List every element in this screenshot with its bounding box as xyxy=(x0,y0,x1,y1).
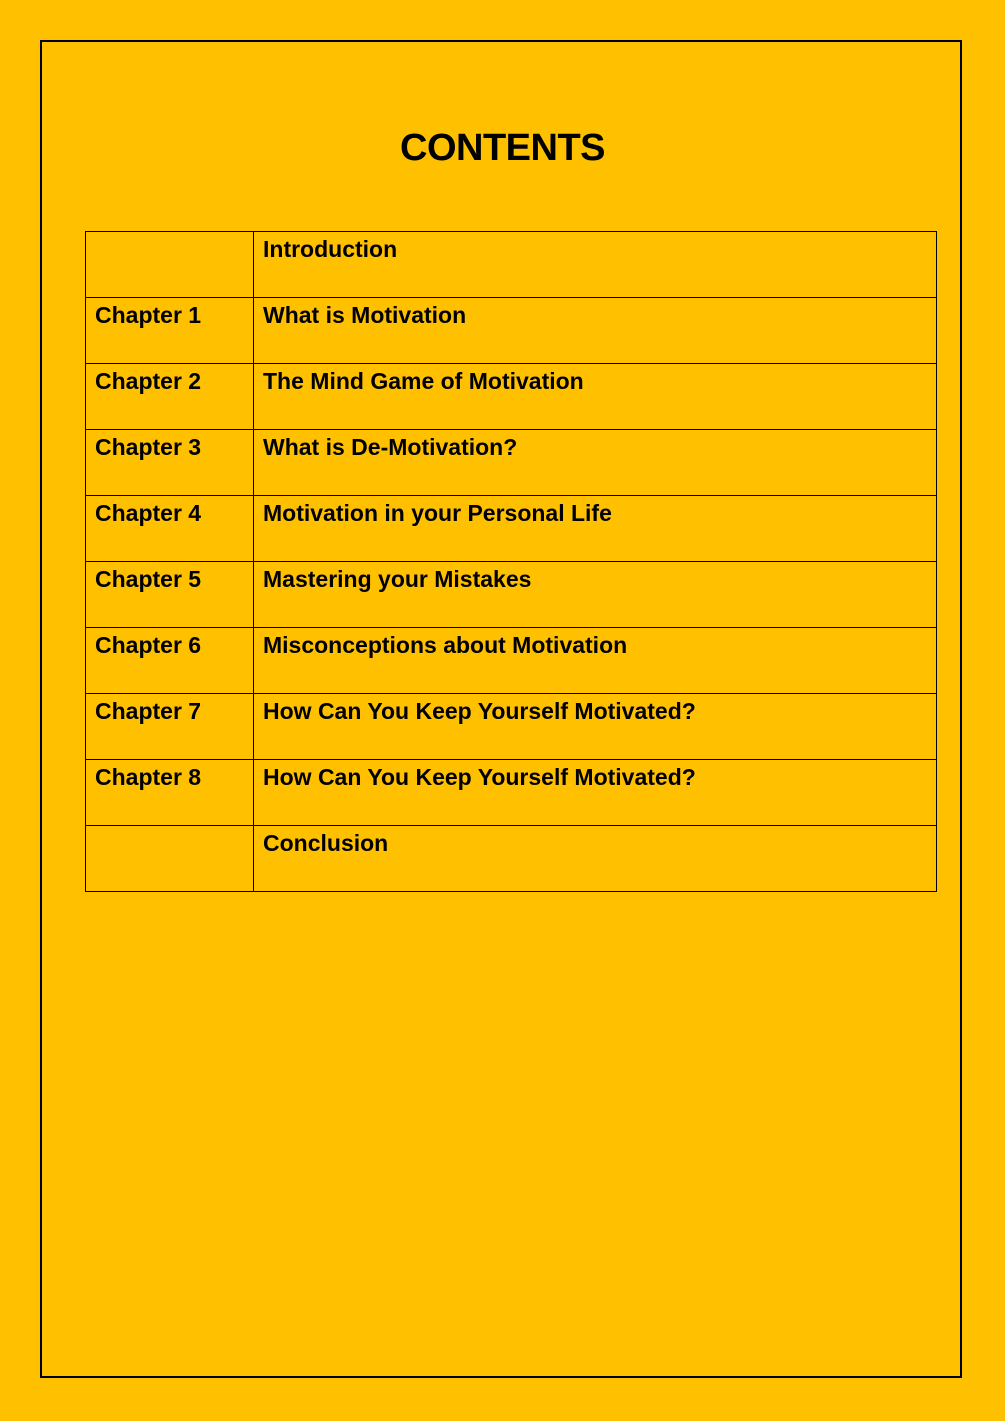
toc-chapter-title: How Can You Keep Yourself Motivated? xyxy=(254,694,937,760)
toc-chapter-title: Introduction xyxy=(254,232,937,298)
toc-chapter-title: How Can You Keep Yourself Motivated? xyxy=(254,760,937,826)
toc-row-chapter-5 xyxy=(86,562,937,628)
toc-chapter-label xyxy=(86,232,254,298)
toc-row-chapter-7 xyxy=(86,694,937,760)
toc-row-chapter-8 xyxy=(86,760,937,826)
toc-row-introduction xyxy=(86,232,937,298)
toc-row-chapter-3 xyxy=(86,430,937,496)
toc-chapter-label: Chapter 4 xyxy=(86,496,254,562)
contents-table xyxy=(85,231,937,892)
toc-chapter-label: Chapter 8 xyxy=(86,760,254,826)
toc-chapter-title: Conclusion xyxy=(254,826,937,892)
toc-chapter-title: The Mind Game of Motivation xyxy=(254,364,937,430)
toc-chapter-title: What is Motivation xyxy=(254,298,937,364)
toc-chapter-label: Chapter 5 xyxy=(86,562,254,628)
toc-row-chapter-1 xyxy=(86,298,937,364)
toc-chapter-label xyxy=(86,826,254,892)
page-title: CONTENTS xyxy=(400,127,605,169)
toc-chapter-label: Chapter 1 xyxy=(86,298,254,364)
toc-chapter-title: Mastering your Mistakes xyxy=(254,562,937,628)
toc-row-chapter-4 xyxy=(86,496,937,562)
toc-row-conclusion xyxy=(86,826,937,892)
toc-chapter-label: Chapter 2 xyxy=(86,364,254,430)
toc-chapter-title: Motivation in your Personal Life xyxy=(254,496,937,562)
toc-row-chapter-6 xyxy=(86,628,937,694)
toc-chapter-label: Chapter 7 xyxy=(86,694,254,760)
toc-chapter-label: Chapter 6 xyxy=(86,628,254,694)
toc-chapter-title: What is De-Motivation? xyxy=(254,430,937,496)
toc-chapter-title: Misconceptions about Motivation xyxy=(254,628,937,694)
toc-row-chapter-2 xyxy=(86,364,937,430)
toc-chapter-label: Chapter 3 xyxy=(86,430,254,496)
